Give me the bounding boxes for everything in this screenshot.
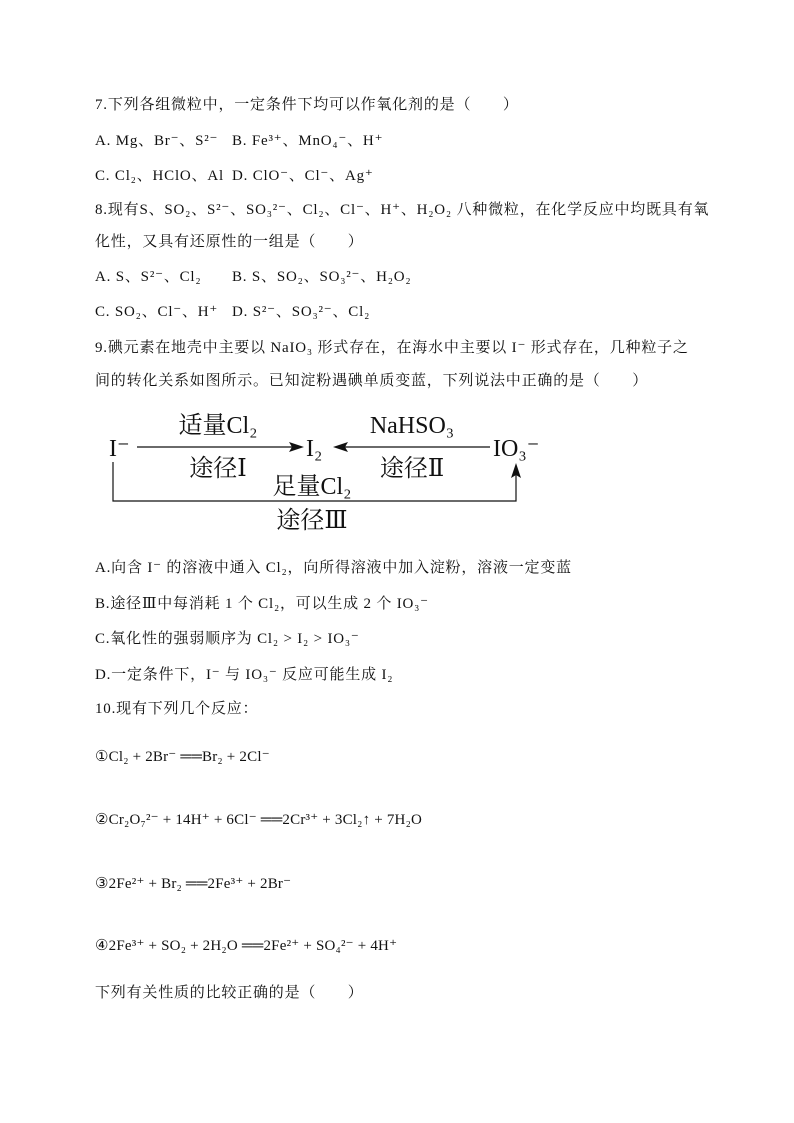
question-7-option-a: A. Mg、Br⁻、S²⁻: [95, 133, 219, 149]
reaction-1: ①Cl₂ + 2Br⁻ ══Br₂ + 2Cl⁻: [95, 749, 270, 765]
question-7-option-d: D. ClO⁻、Cl⁻、Ag⁺: [232, 168, 374, 184]
reaction-4: ④2Fe³⁺ + SO₂ + 2H₂O ══2Fe²⁺ + SO₄²⁻ + 4H⁺: [95, 938, 398, 954]
question-8-option-d: D. S²⁻、SO₃²⁻、Cl₂: [232, 304, 371, 320]
path-1-reagent: 适量Cl₂: [178, 413, 258, 439]
question-9-option-b: B.途径Ⅲ中每消耗 1 个 Cl₂，可以生成 2 个 IO₃⁻: [95, 596, 429, 612]
question-8-option-b: B. S、SO₂、SO₃²⁻、H₂O₂: [232, 269, 412, 285]
question-10-prompt: 下列有关性质的比较正确的是（ ）: [95, 985, 364, 1001]
path-2-reagent: NaHSO₃: [369, 413, 455, 439]
iodide-label: I⁻: [109, 436, 130, 462]
reaction-3: ③2Fe²⁺ + Br₂ ══2Fe³⁺ + 2Br⁻: [95, 876, 292, 892]
iodate-label: IO₃⁻: [493, 436, 540, 462]
iodine-label: I₂: [306, 436, 323, 462]
question-7-option-b: B. Fe³⁺、MnO₄⁻、H⁺: [232, 133, 384, 149]
question-8-option-c: C. SO₂、Cl⁻、H⁺: [95, 304, 219, 320]
question-8-stem-line-1: 8.现有S、SO₂、S²⁻、SO₃²⁻、Cl₂、Cl⁻、H⁺、H₂O₂ 八种微粒，在化学反应中均既具有氧: [95, 202, 710, 218]
question-9-option-d: D.一定条件下，I⁻ 与 IO₃⁻ 反应可能生成 I₂: [95, 667, 394, 683]
question-8-option-a: A. S、S²⁻、Cl₂: [95, 269, 202, 285]
question-10-stem: 10.现有下列几个反应：: [95, 701, 259, 717]
reaction-2: ②Cr₂O₇²⁻ + 14H⁺ + 6Cl⁻ ══2Cr³⁺ + 3Cl₂↑ + 7H₂O: [95, 812, 423, 828]
iodine-conversion-diagram: [0, 400, 794, 535]
path-2-label: 途径Ⅱ: [379, 456, 445, 482]
path-3-reagent: 足量Cl₂: [272, 474, 352, 500]
question-9-option-c: C.氧化性的强弱顺序为 Cl₂ > I₂ > IO₃⁻: [95, 631, 360, 647]
path-3-label: 途径Ⅲ: [276, 508, 348, 534]
question-7-option-c: C. Cl₂、HClO、Al: [95, 168, 224, 184]
path-1-label: 途径Ⅰ: [189, 456, 247, 482]
question-9-stem-line-1: 9.碘元素在地壳中主要以 NaIO₃ 形式存在，在海水中主要以 I⁻ 形式存在，几种粒子之: [95, 340, 689, 356]
question-9-stem-line-2: 间的转化关系如图所示。已知淀粉遇碘单质变蓝，下列说法中正确的是（ ）: [95, 373, 649, 389]
question-7-stem: 7.下列各组微粒中，一定条件下均可以作氧化剂的是（ ）: [95, 97, 519, 113]
question-8-stem-line-2: 化性，又具有还原性的一组是（ ）: [95, 234, 364, 250]
question-9-option-a: A.向含 I⁻ 的溶液中通入 Cl₂，向所得溶液中加入淀粉，溶液一定变蓝: [95, 560, 572, 576]
